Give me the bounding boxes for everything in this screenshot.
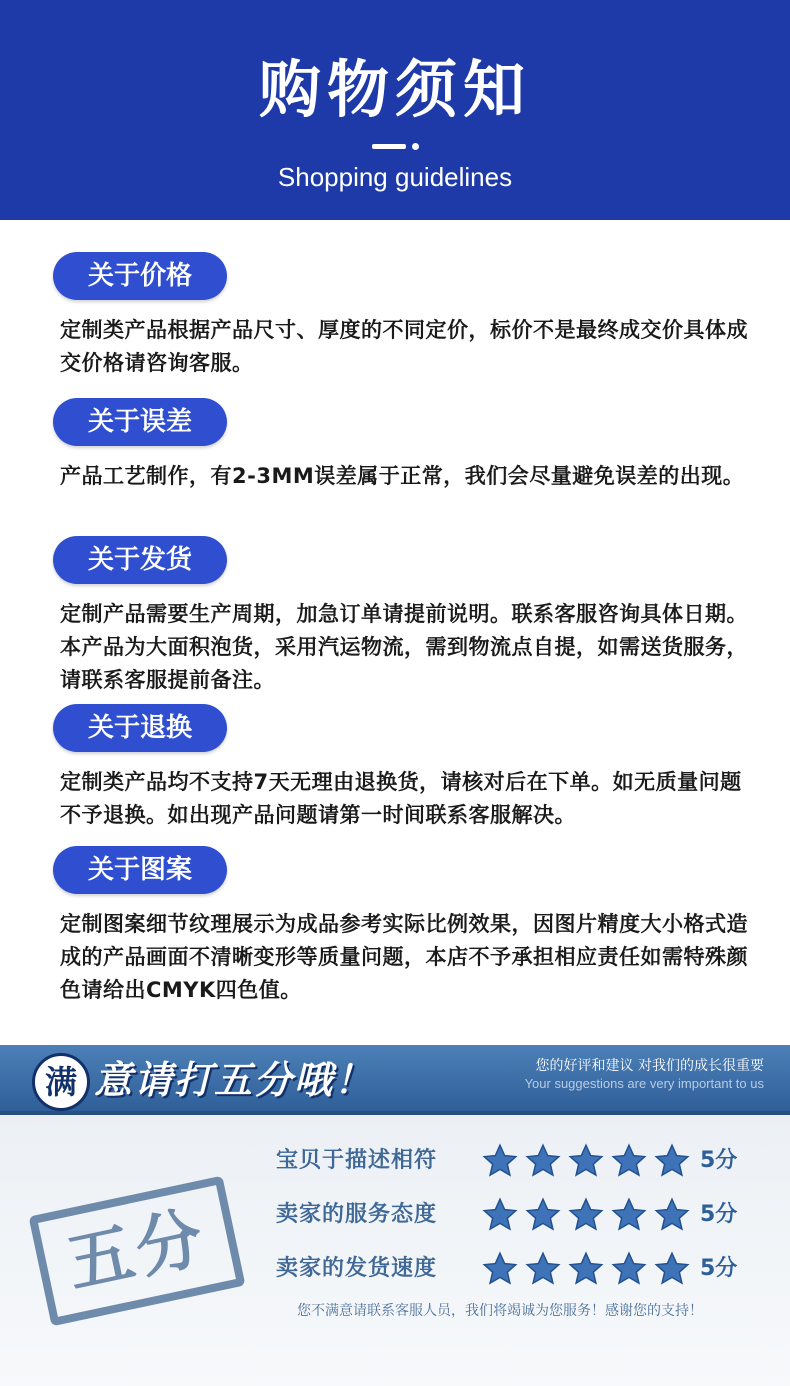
rating-score: 5分	[700, 1148, 738, 1173]
section-title-pill: 关于图案	[53, 846, 227, 894]
star-icon	[525, 1251, 561, 1287]
star-icon	[654, 1143, 690, 1179]
rating-score: 5分	[700, 1256, 738, 1281]
star-icon	[568, 1197, 604, 1233]
banner-footer-note: 您不满意请联系客服人员，我们将竭诚为您服务！感谢您的支持！	[297, 1303, 703, 1319]
section-title-pill: 关于发货	[53, 536, 227, 584]
star-rating	[482, 1197, 692, 1233]
banner-header	[0, 1045, 790, 1115]
page-title: 购物须知	[258, 53, 531, 126]
banner-headline: 意请打五分哦！	[94, 1058, 375, 1102]
section-title-pill: 关于价格	[53, 252, 227, 300]
section-text: 定制图案细节纹理展示为成品参考实际比例效果，因图片精度大小格式造成的产品画面不清晰变形等质量问题，本店不予承担相应责任如需特殊颜色请给出CMYK四色值。	[60, 912, 748, 1002]
rating-row-description	[276, 1141, 756, 1181]
five-points-stamp: 五分	[29, 1176, 246, 1327]
man-char-badge: 满	[32, 1053, 90, 1111]
star-icon	[654, 1251, 690, 1287]
star-rating	[482, 1251, 692, 1287]
section-title-pill: 关于退换	[53, 704, 227, 752]
star-icon	[482, 1197, 518, 1233]
rating-row-service	[276, 1195, 756, 1235]
star-icon	[611, 1143, 647, 1179]
title-divider	[372, 144, 406, 149]
section-text: 定制类产品根据产品尺寸、厚度的不同定价，标价不是最终成交价具体成交价格请咨询客服。	[60, 318, 748, 375]
star-icon	[611, 1197, 647, 1233]
rating-banner	[0, 1045, 790, 1386]
star-icon	[568, 1251, 604, 1287]
section-text: 产品工艺制作，有2-3MM误差属于正常，我们会尽量避免误差的出现。	[60, 464, 745, 488]
section-title-pill: 关于误差	[53, 398, 227, 446]
section-text: 定制产品需要生产周期，加急订单请提前说明。联系客服咨询具体日期。本产品为大面积泡货，采用汽运物流，需到物流点自提，如需送货服务，请联系客服提前备注。	[60, 602, 748, 692]
star-rating	[482, 1143, 692, 1179]
header	[0, 0, 790, 220]
star-icon	[611, 1251, 647, 1287]
rating-label: 宝贝于描述相符	[276, 1148, 438, 1173]
rating-row-delivery	[276, 1249, 756, 1289]
title-divider-dot	[412, 143, 419, 150]
rating-label: 卖家的服务态度	[276, 1202, 438, 1227]
rating-score: 5分	[700, 1202, 738, 1227]
star-icon	[525, 1197, 561, 1233]
section-text: 定制类产品均不支持7天无理由退换货，请核对后在下单。如无质量问题不予退换。如出现产品问题请第一时间联系客服解决。	[60, 770, 742, 827]
guidelines-content	[0, 220, 790, 1020]
star-icon	[654, 1197, 690, 1233]
banner-note-en: Your suggestions are very important to us	[524, 1076, 764, 1091]
banner-note-cn: 您的好评和建议 对我们的成长很重要	[535, 1058, 764, 1074]
star-icon	[525, 1143, 561, 1179]
star-icon	[482, 1143, 518, 1179]
star-icon	[482, 1251, 518, 1287]
star-icon	[568, 1143, 604, 1179]
page-subtitle: Shopping guidelines	[277, 162, 513, 192]
rating-label: 卖家的发货速度	[276, 1256, 438, 1281]
